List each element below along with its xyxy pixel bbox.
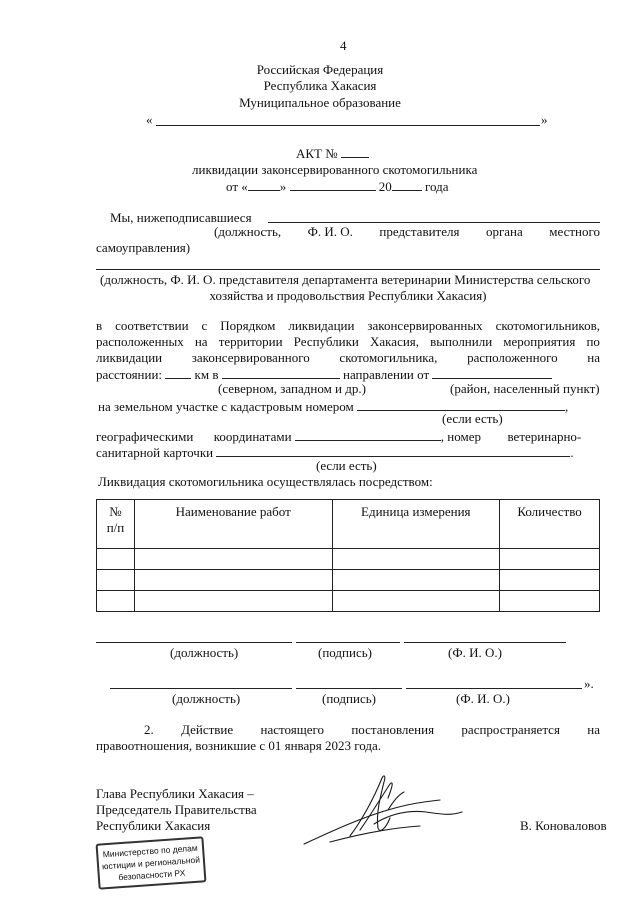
act-number-line	[341, 145, 369, 158]
word: по	[586, 334, 600, 349]
km-in-label: км в	[194, 367, 219, 382]
table-cell	[332, 570, 500, 591]
word: Действие	[181, 722, 234, 737]
sign1-fio-hint: (Ф. И. О.)	[448, 645, 502, 660]
word: Порядком	[220, 318, 276, 333]
table-row	[97, 570, 600, 591]
geo-coords-label: координатами	[213, 429, 292, 444]
table-cell	[500, 549, 600, 570]
hint-word: Ф. И. О.	[307, 224, 353, 239]
head-title-2: Председатель Правительства	[96, 802, 257, 817]
word: на	[587, 722, 600, 737]
sign1-signature-line	[296, 642, 400, 643]
date-year-prefix: 20	[378, 179, 392, 194]
table-row	[97, 591, 600, 612]
hint-word: местного	[549, 224, 600, 239]
word: ликвидации	[96, 350, 163, 365]
signatories-intro: Мы, нижеподписавшиеся	[110, 210, 252, 225]
page-number: 4	[340, 38, 347, 53]
signatory2-hint-line2: хозяйства и продовольствия Республики Хакасия)	[209, 288, 487, 303]
act-title-text: АКТ №	[296, 146, 338, 161]
sign2-signature-hint: (подпись)	[322, 691, 376, 706]
body-line-2	[96, 334, 600, 350]
word: законсервированных	[367, 318, 483, 333]
word: 2.	[144, 722, 154, 737]
table-cell	[134, 549, 332, 570]
col-number-header	[97, 500, 135, 549]
geo-coords-line	[295, 428, 441, 441]
distance-km-line	[165, 366, 191, 379]
word: распространяется	[461, 722, 560, 737]
date-from-label: от «	[226, 179, 248, 194]
municipality-name-line	[156, 125, 540, 126]
word: расположенного	[467, 350, 558, 365]
header-text: № п/п	[106, 504, 125, 535]
signatory1-hint-cont: самоуправления)	[96, 240, 191, 255]
word: настоящего	[260, 722, 325, 737]
table-cell	[500, 570, 600, 591]
cadastral-label: на земельном участке с кадастровым номером	[98, 399, 354, 414]
hint-word: (должность,	[214, 224, 282, 239]
col-unit-header: Единица измерения	[332, 500, 500, 549]
word: в	[96, 318, 103, 333]
table-cell	[97, 570, 135, 591]
sign1-position-hint: (должность)	[170, 645, 239, 660]
cadastral-hint: (если есть)	[442, 411, 503, 426]
geo-label: географическими	[96, 429, 194, 444]
table-cell	[332, 591, 500, 612]
card-hint: (если есть)	[316, 458, 377, 473]
table-cell	[500, 591, 600, 612]
word: на	[194, 334, 208, 349]
sign2-end-mark: ».	[584, 676, 594, 691]
word: ликвидации	[288, 318, 355, 333]
word: с	[201, 318, 208, 333]
signer-name: В. Коноваловов	[520, 818, 607, 833]
date-quote-close: »	[279, 179, 287, 194]
handwritten-signature	[290, 770, 480, 856]
ministry-stamp	[96, 836, 207, 889]
clause2-line1	[144, 722, 600, 738]
word: расположенных	[96, 334, 184, 349]
geo-number-label: , номер	[440, 429, 481, 444]
act-date	[226, 178, 449, 195]
date-year-word: года	[425, 179, 449, 194]
hint-word: представителя	[379, 224, 460, 239]
direction-hint: (северном, западном и др.)	[218, 381, 366, 396]
signatory2-hint-line1: (должность, Ф. И. О. представителя департамента ветеринарии Министерства сельского	[100, 272, 591, 287]
card-end: .	[570, 445, 574, 460]
col-qty-header: Количество	[500, 500, 600, 549]
word: мероприятия	[503, 334, 576, 349]
header-republic: Республика Хакасия	[263, 78, 377, 93]
location-line	[432, 366, 552, 379]
sign2-signature-line	[296, 688, 402, 689]
direction-from-label: направлении от	[342, 367, 430, 382]
signatory1-line	[268, 222, 600, 223]
sign1-fio-line	[404, 642, 566, 643]
stamp-line: Министерство по делам	[102, 842, 198, 860]
head-title-3: Республики Хакасия	[96, 818, 211, 833]
word: скотомогильников,	[495, 318, 600, 333]
word: выполнили	[430, 334, 493, 349]
word: территории	[218, 334, 283, 349]
table-cell	[134, 570, 332, 591]
date-day-line	[248, 178, 280, 191]
act-subtitle: ликвидации законсервированного скотомогильника	[192, 162, 478, 177]
clause2-line2: правоотношения, возникшие с 01 января 2023 года.	[96, 738, 382, 753]
stamp-line: безопасности РХ	[118, 867, 186, 883]
table-cell	[332, 549, 500, 570]
table-cell	[97, 591, 135, 612]
table-row	[97, 549, 600, 570]
geo-row	[96, 428, 600, 445]
word: Республики	[293, 334, 359, 349]
stamp-line: юстиции и региональной	[101, 854, 201, 872]
municipality-quote-close: »	[541, 112, 548, 127]
signatory2-line	[96, 269, 600, 270]
word: на	[587, 350, 600, 365]
body-line-1	[96, 318, 600, 334]
sign2-position-line	[110, 688, 292, 689]
card-line	[216, 444, 570, 457]
body-line-3	[96, 350, 600, 366]
table-header-row	[97, 500, 600, 549]
geo-vet-label: ветеринарно-	[507, 429, 582, 444]
municipality-quote-open: «	[146, 112, 153, 127]
sign2-fio-hint: (Ф. И. О.)	[456, 691, 510, 706]
works-table	[96, 499, 600, 612]
col-work-header: Наименование работ	[134, 500, 332, 549]
cadastral-line	[357, 398, 565, 411]
direction-line	[222, 366, 340, 379]
header-country: Российская Федерация	[256, 62, 384, 77]
word: законсервированного	[191, 350, 310, 365]
word: скотомогильника,	[339, 350, 438, 365]
hint-word: органа	[485, 224, 523, 239]
distance-label: расстоянии:	[96, 367, 163, 382]
date-year-line	[392, 178, 422, 191]
place-hint: (район, населенный пункт)	[450, 381, 600, 396]
sign2-position-hint: (должность)	[172, 691, 241, 706]
signatory1-hint	[214, 224, 600, 240]
sign1-position-line	[96, 642, 292, 643]
date-month-line	[290, 178, 376, 191]
header-municipality: Муниципальное образование	[239, 95, 401, 110]
method-label: Ликвидация скотомогильника осуществлялась посредством:	[98, 474, 433, 489]
table-cell	[97, 549, 135, 570]
card-label: санитарной карточки	[96, 445, 214, 460]
table-cell	[134, 591, 332, 612]
cadastral-end: ,	[564, 399, 569, 414]
sign2-fio-line	[406, 688, 582, 689]
act-title	[296, 145, 369, 162]
word: Хакасия,	[370, 334, 420, 349]
sign1-signature-hint: (подпись)	[318, 645, 372, 660]
word: постановления	[351, 722, 435, 737]
head-title-1: Глава Республики Хакасия –	[96, 786, 254, 801]
word: соответствии	[115, 318, 189, 333]
